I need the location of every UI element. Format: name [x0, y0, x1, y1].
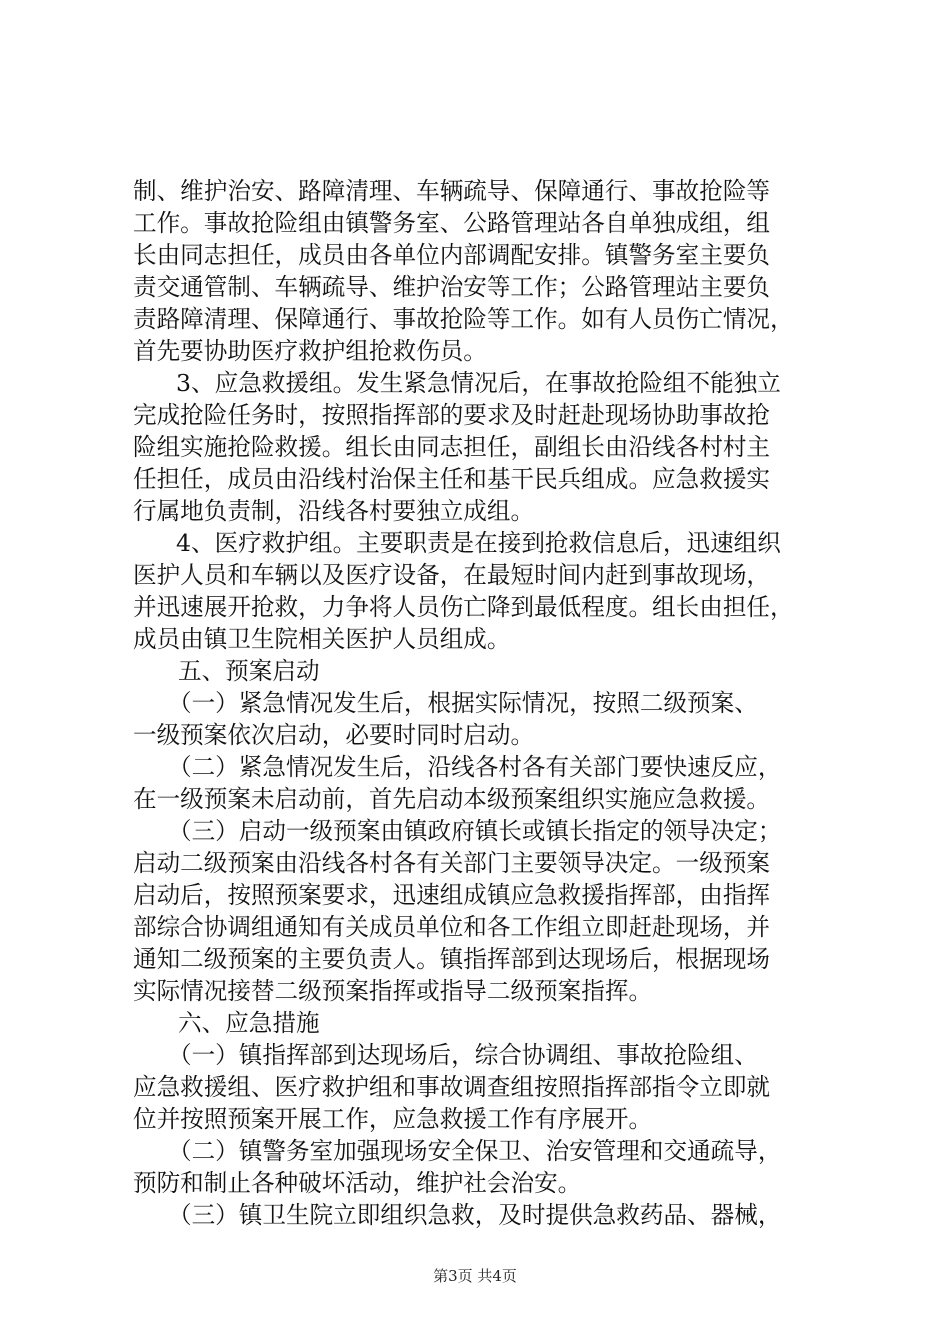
- paragraph-line: 位并按照预案开展工作，应急救援工作有序展开。: [133, 1105, 653, 1133]
- paragraph-line: 应急救援组、医疗救护组和事故调查组按照指挥部指令立即就: [133, 1073, 771, 1101]
- paragraph-line-indented: （三）启动一级预案由镇政府镇长或镇长指定的领导决定；: [168, 817, 782, 845]
- paragraph-line: 启动二级预案由沿线各村各有关部门主要领导决定。一级预案: [133, 849, 771, 877]
- paragraph-line: 工作。事故抢险组由镇警务室、公路管理站各自单独成组，组: [133, 209, 771, 237]
- paragraph-line: 实际情况接替二级预案指挥或指导二级预案指挥。: [133, 977, 653, 1005]
- paragraph-line-indented: （一）紧急情况发生后，根据实际情况，按照二级预案、: [168, 689, 758, 717]
- section-heading: 五、预案启动: [178, 657, 320, 685]
- section-heading: 六、应急措施: [178, 1009, 320, 1037]
- paragraph-line-indented: （三）镇卫生院立即组织急救，及时提供急救药品、器械，: [168, 1201, 782, 1229]
- paragraph-line: 预防和制止各种破坏活动，维护社会治安。: [133, 1169, 582, 1197]
- paragraph-line: 任担任，成员由沿线村治保主任和基干民兵组成。应急救援实: [133, 465, 771, 493]
- paragraph-line: 行属地负责制，沿线各村要独立成组。: [133, 497, 535, 525]
- paragraph-line: 责交通管制、车辆疏导、维护治安等工作；公路管理站主要负: [133, 273, 771, 301]
- page-number-footer: 第3页 共4页: [433, 1267, 517, 1285]
- paragraph-line-indented: （二）紧急情况发生后，沿线各村各有关部门要快速反应，: [168, 753, 782, 781]
- paragraph-line: 启动后，按照预案要求，迅速组成镇应急救援指挥部，由指挥: [133, 881, 771, 909]
- paragraph-line: 责路障清理、保障通行、事故抢险等工作。如有人员伤亡情况，: [133, 305, 794, 333]
- paragraph-line-indented: （一）镇指挥部到达现场后，综合协调组、事故抢险组、: [168, 1041, 758, 1069]
- paragraph-line: 成员由镇卫生院相关医护人员组成。: [133, 625, 511, 653]
- paragraph-line: 制、维护治安、路障清理、车辆疏导、保障通行、事故抢险等: [133, 177, 771, 205]
- paragraph-line: 长由同志担任，成员由各单位内部调配安排。镇警务室主要负: [133, 241, 771, 269]
- paragraph-line: 在一级预案未启动前，首先启动本级预案组织实施应急救援。: [133, 785, 771, 813]
- paragraph-line: 并迅速展开抢救，力争将人员伤亡降到最低程度。组长由担任，: [133, 593, 794, 621]
- paragraph-line-indented: 4、医疗救护组。主要职责是在接到抢救信息后，迅速组织: [176, 529, 781, 557]
- paragraph-line: 险组实施抢险救援。组长由同志担任，副组长由沿线各村村主: [133, 433, 771, 461]
- paragraph-line: 完成抢险任务时，按照指挥部的要求及时赶赴现场协助事故抢: [133, 401, 771, 429]
- paragraph-line-indented: 3、应急救援组。发生紧急情况后，在事故抢险组不能独立: [176, 369, 781, 397]
- paragraph-line: 部综合协调组通知有关成员单位和各工作组立即赶赴现场，并: [133, 913, 771, 941]
- paragraph-line: 一级预案依次启动，必要时同时启动。: [133, 721, 535, 749]
- paragraph-line: 通知二级预案的主要负责人。镇指挥部到达现场后，根据现场: [133, 945, 771, 973]
- paragraph-line-indented: （二）镇警务室加强现场安全保卫、治安管理和交通疏导，: [168, 1137, 782, 1165]
- paragraph-line: 医护人员和车辆以及医疗设备，在最短时间内赶到事故现场，: [133, 561, 771, 589]
- paragraph-line: 首先要协助医疗救护组抢救伤员。: [133, 337, 487, 365]
